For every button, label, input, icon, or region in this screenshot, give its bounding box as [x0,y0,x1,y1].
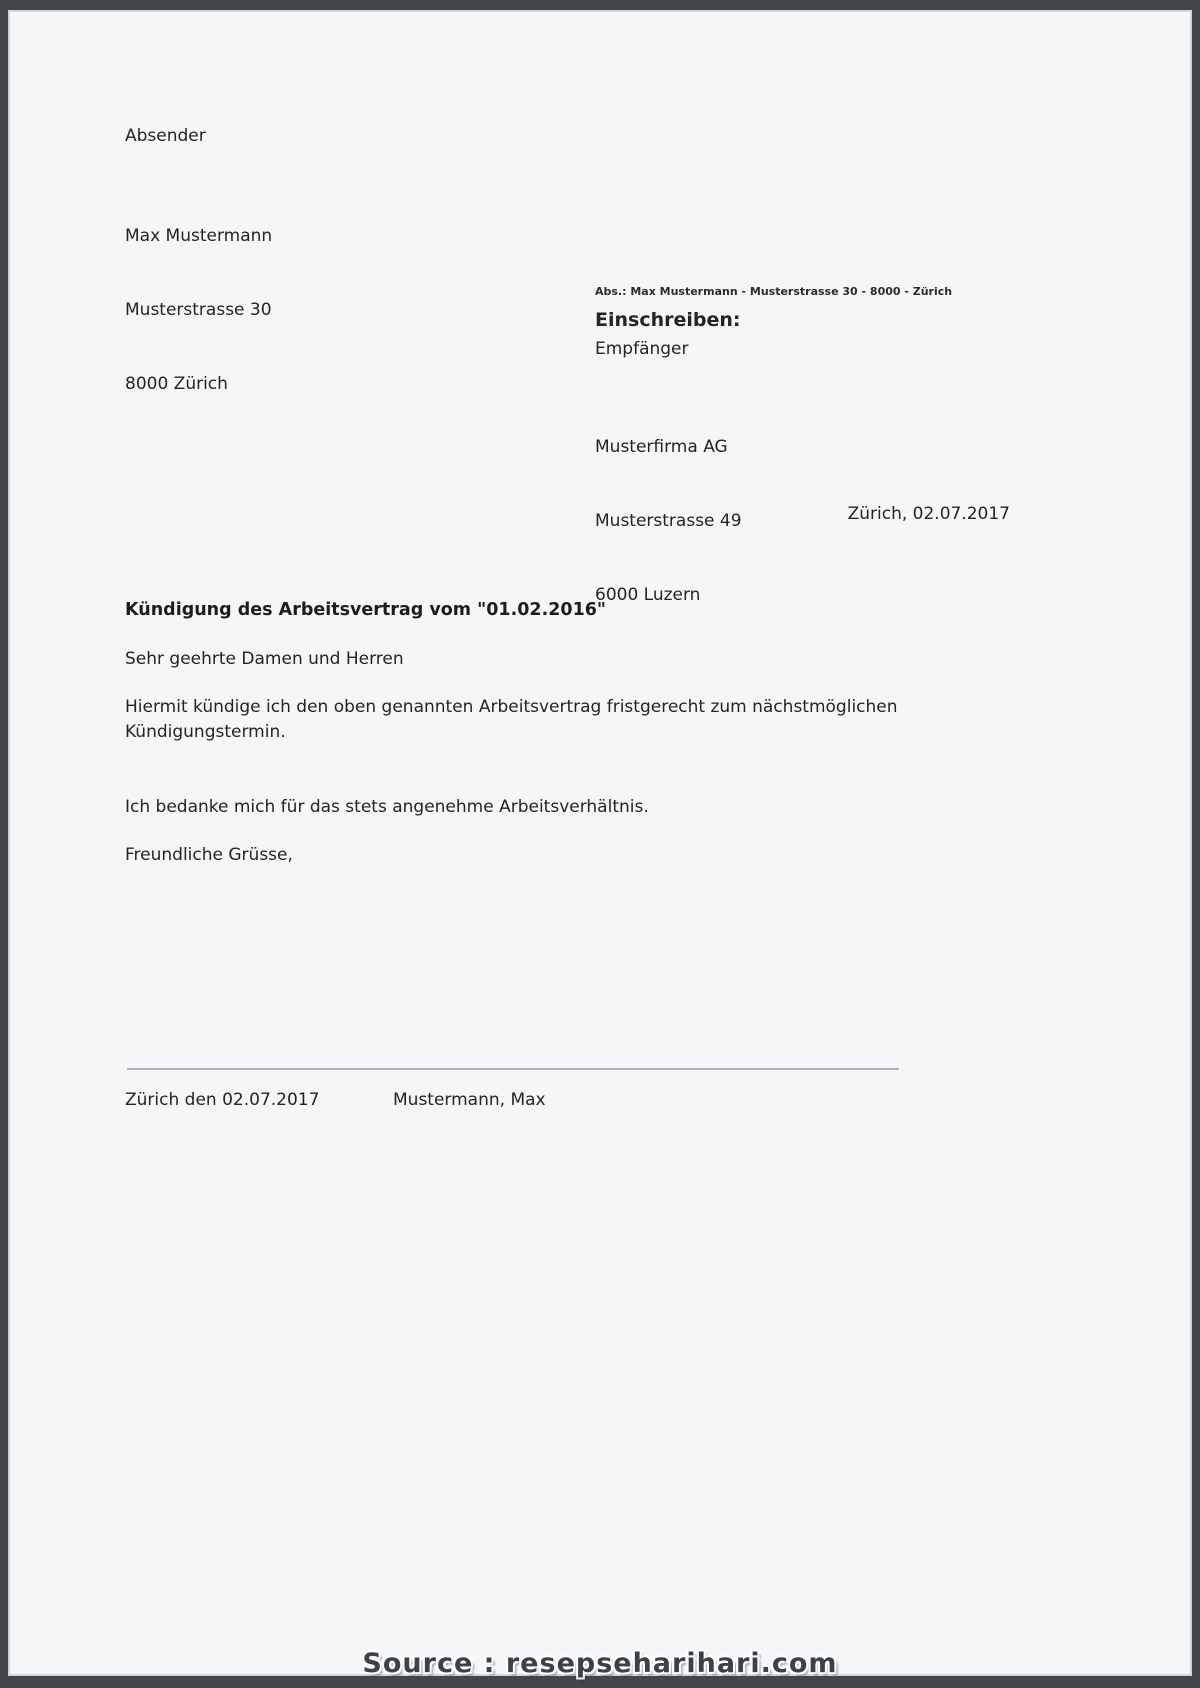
body-paragraph-1: Hiermit kündige ich den oben genannten Arbeitsvertrag fristgerecht zum nächstmöglichen Kündigungstermin. [125,697,898,743]
signature-place-date: Zürich den 02.07.2017 [125,1090,320,1110]
recipient-city: 6000 Luzern [595,584,701,605]
signature-name: Mustermann, Max [393,1090,546,1110]
body-paragraph-2: Ich bedanke mich für das stets angenehme Arbeitsverhältnis. [125,797,649,817]
recipient-label: Empfänger [595,339,689,359]
letter-page [10,12,1190,1674]
sender-street: Musterstrasse 30 [125,299,272,320]
recipient-company: Musterfirma AG [595,437,728,458]
delivery-method-heading: Einschreiben: [595,309,741,331]
sender-label: Absender [125,126,206,146]
place-and-date-line: Zürich, 02.07.2017 [847,504,1010,524]
source-watermark: Source : resepseharihari.com [362,1648,838,1679]
sender-name: Max Mustermann [125,226,273,247]
sender-address-block [125,175,272,446]
return-address-line: Abs.: Max Mustermann - Musterstrasse 30 - 8000 - Zürich [595,285,953,298]
salutation: Sehr geehrte Damen und Herren [125,649,404,669]
closing-line: Freundliche Grüsse, [125,845,293,865]
recipient-street: Musterstrasse 49 [595,510,742,531]
subject-line: Kündigung des Arbeitsvertrag vom "01.02.2016" [125,600,607,620]
sender-city: 8000 Zürich [125,373,228,394]
signature-divider [127,1068,899,1070]
